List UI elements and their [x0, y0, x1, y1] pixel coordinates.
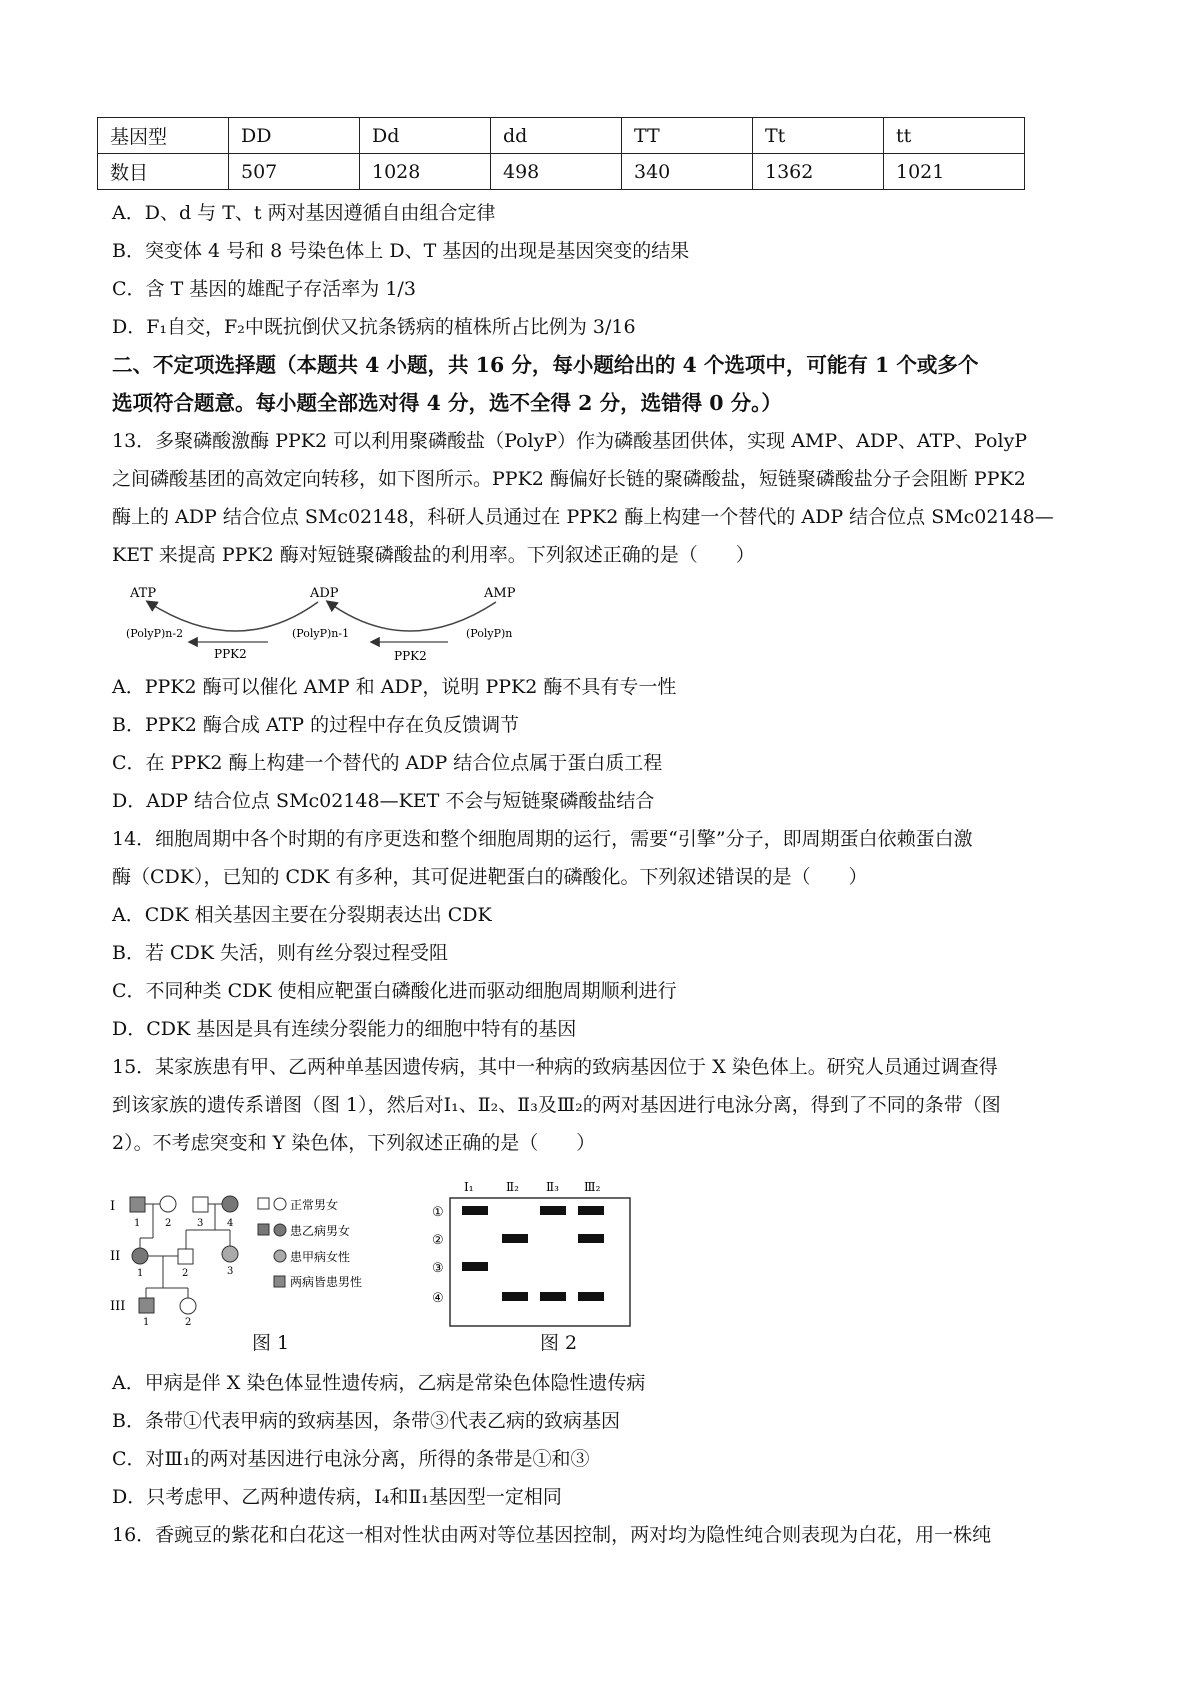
svg-text:2: 2 — [185, 1317, 192, 1328]
section-heading-line1: 二、不定项选择题（本题共 4 小题，共 16 分，每小题给出的 4 个选项中，可能有 1 个或多个 — [112, 353, 979, 377]
gel-band — [540, 1292, 566, 1301]
q13-stem-line3: 酶上的 ADP 结合位点 SMc02148，科研人员通过在 PPK2 酶上构建一个替代的 ADP 结合位点 SMc02148— — [112, 506, 1054, 528]
q15-option-a: A．甲病是伴 X 染色体显性遗传病，乙病是常染色体隐性遗传病 — [112, 1372, 646, 1394]
table-cell: 1021 — [884, 154, 1025, 190]
gel-band — [578, 1292, 604, 1301]
gel-band — [462, 1262, 488, 1271]
gel-band — [462, 1206, 488, 1215]
table-cell: Tt — [753, 118, 884, 154]
table-cell: Dd — [360, 118, 491, 154]
pedigree-female-disease-b — [132, 1248, 148, 1264]
lane-label: Ⅲ₂ — [584, 1180, 601, 1194]
q15-stem-line3: 2）。不考虑突变和 Y 染色体，下列叙述正确的是（ ） — [112, 1132, 596, 1154]
q14-option-d: D．CDK 基因是具有连续分裂能力的细胞中特有的基因 — [112, 1018, 577, 1040]
table-cell: 1362 — [753, 154, 884, 190]
band-row-label: ① — [432, 1205, 444, 1220]
svg-text:1: 1 — [137, 1268, 144, 1279]
q15-stem-line2: 到该家族的遗传系谱图（图 1），然后对Ⅰ₁、Ⅱ₂、Ⅱ₃及Ⅲ₂的两对基因进行电泳分离，得到了不同的条带（图 — [112, 1094, 1001, 1116]
lane-label: Ⅱ₃ — [546, 1180, 559, 1194]
section-heading-line2: 选项符合题意。每小题全部选对得 4 分，选不全得 2 分，选错得 0 分。） — [112, 391, 782, 415]
polyp-n-label: (PolyP)n — [466, 627, 513, 640]
q13-option-b: B．PPK2 酶合成 ATP 的过程中存在负反馈调节 — [112, 714, 520, 736]
pedigree-male-normal — [178, 1249, 193, 1264]
q13-stem-line4: KET 来提高 PPK2 酶对短链聚磷酸盐的利用率。下列叙述正确的是（ ） — [112, 544, 755, 566]
svg-text:3: 3 — [227, 1266, 234, 1277]
pedigree-female-normal — [180, 1298, 196, 1314]
pedigree-figure — [108, 1188, 438, 1328]
band-row-label: ② — [432, 1233, 444, 1248]
atp-label: ATP — [130, 586, 157, 601]
genotype-table — [97, 117, 1025, 190]
gel-band — [502, 1234, 528, 1243]
generation-label: I — [110, 1199, 116, 1214]
q15-option-b: B．条带①代表甲病的致病基因，条带③代表乙病的致病基因 — [112, 1410, 620, 1432]
polyp-n1-label: (PolyP)n-1 — [292, 627, 350, 640]
legend-item: 患乙病男女 — [290, 1224, 351, 1238]
q13-stem-line2: 之间磷酸基团的高效定向转移，如下图所示。PPK2 酶偏好长链的聚磷酸盐，短链聚磷酸盐分子会阻断 PPK2 — [112, 468, 1026, 490]
table-row — [98, 118, 1025, 154]
fig2-caption: 图 2 — [540, 1332, 578, 1354]
table-cell: 1028 — [360, 154, 491, 190]
table-cell: 498 — [491, 154, 622, 190]
gel-band — [540, 1206, 566, 1215]
q13-option-d: D．ADP 结合位点 SMc02148—KET 不会与短链聚磷酸盐结合 — [112, 790, 655, 812]
table-cell: 340 — [622, 154, 753, 190]
generation-label: III — [110, 1299, 126, 1314]
band-row-label: ④ — [432, 1291, 444, 1306]
svg-text:1: 1 — [143, 1317, 150, 1328]
ppk2-label-1: PPK2 — [214, 647, 247, 661]
table-cell: dd — [491, 118, 622, 154]
q14-option-c: C．不同种类 CDK 使相应靶蛋白磷酸化进而驱动细胞周期顺利进行 — [112, 980, 677, 1002]
legend-item: 正常男女 — [290, 1198, 339, 1212]
q14-stem-line1: 14．细胞周期中各个时期的有序更迭和整个细胞周期的运行，需要“引擎”分子，即周期蛋白依赖蛋白激 — [112, 828, 973, 850]
gel-band — [578, 1234, 604, 1243]
generation-label: II — [110, 1249, 121, 1264]
amp-label: AMP — [484, 586, 516, 601]
table-row — [98, 154, 1025, 190]
pedigree-female-disease-b — [222, 1196, 238, 1212]
q16-stem: 16．香豌豆的紫花和白花这一相对性状由两对等位基因控制，两对均为隐性纯合则表现为白花，用一株纯 — [112, 1524, 992, 1546]
table-cell: DD — [229, 118, 360, 154]
legend-item: 患甲病女性 — [290, 1250, 351, 1264]
legend-item: 两病皆患男性 — [290, 1275, 363, 1289]
electrophoresis-figure — [428, 1178, 638, 1328]
fig1-caption: 图 1 — [252, 1332, 290, 1354]
svg-text:3: 3 — [197, 1218, 204, 1229]
polyp-n2-label: (PolyP)n-2 — [126, 627, 184, 640]
pedigree-male-normal — [193, 1197, 208, 1212]
pedigree-female-normal — [160, 1196, 176, 1212]
table-cell: 507 — [229, 154, 360, 190]
svg-text:2: 2 — [165, 1218, 172, 1229]
svg-text:4: 4 — [227, 1218, 234, 1229]
q15-stem-line1: 15．某家族患有甲、乙两种单基因遗传病，其中一种病的致病基因位于 X 染色体上。研究人员通过调查得 — [112, 1056, 998, 1078]
table-cell: 数目 — [98, 154, 229, 190]
q15-option-d: D．只考虑甲、乙两种遗传病，Ⅰ₄和Ⅱ₁基因型一定相同 — [112, 1486, 562, 1508]
pedigree-male-both — [130, 1197, 145, 1212]
gel-band — [578, 1206, 604, 1215]
q15-option-c: C．对Ⅲ₁的两对基因进行电泳分离，所得的条带是①和③ — [112, 1448, 590, 1470]
table-cell: TT — [622, 118, 753, 154]
q13-stem-line1: 13．多聚磷酸激酶 PPK2 可以利用聚磷酸盐（PolyP）作为磷酸基团供体，实现 AMP、ADP、ATP、PolyP — [112, 430, 1028, 452]
table-cell: tt — [884, 118, 1025, 154]
band-row-label: ③ — [432, 1261, 444, 1276]
gel-band — [502, 1292, 528, 1301]
q12-option-d: D．F₁自交，F₂中既抗倒伏又抗条锈病的植株所占比例为 3/16 — [112, 316, 636, 338]
pedigree-female-disease-a — [222, 1246, 238, 1262]
q12-option-b: B．突变体 4 号和 8 号染色体上 D、T 基因的出现是基因突变的结果 — [112, 240, 690, 262]
ppk2-reaction-diagram — [118, 580, 528, 666]
q14-option-b: B．若 CDK 失活，则有丝分裂过程受阻 — [112, 942, 449, 964]
q12-option-c: C．含 T 基因的雄配子存活率为 1/3 — [112, 278, 416, 300]
ppk2-label-2: PPK2 — [394, 649, 427, 663]
svg-text:1: 1 — [134, 1218, 141, 1229]
lane-label: Ⅰ₁ — [464, 1180, 474, 1194]
q13-option-a: A．PPK2 酶可以催化 AMP 和 ADP，说明 PPK2 酶不具有专一性 — [112, 676, 677, 698]
q14-option-a: A．CDK 相关基因主要在分裂期表达出 CDK — [112, 904, 492, 926]
table-cell: 基因型 — [98, 118, 229, 154]
q13-option-c: C．在 PPK2 酶上构建一个替代的 ADP 结合位点属于蛋白质工程 — [112, 752, 663, 774]
svg-text:2: 2 — [182, 1268, 189, 1279]
q14-stem-line2: 酶（CDK），已知的 CDK 有多种，其可促进靶蛋白的磷酸化。下列叙述错误的是（ ） — [112, 866, 868, 888]
lane-label: Ⅱ₂ — [506, 1180, 519, 1194]
adp-label: ADP — [310, 586, 339, 601]
pedigree-male-both — [139, 1298, 154, 1313]
q12-option-a: A．D、d 与 T、t 两对基因遵循自由组合定律 — [112, 202, 496, 224]
